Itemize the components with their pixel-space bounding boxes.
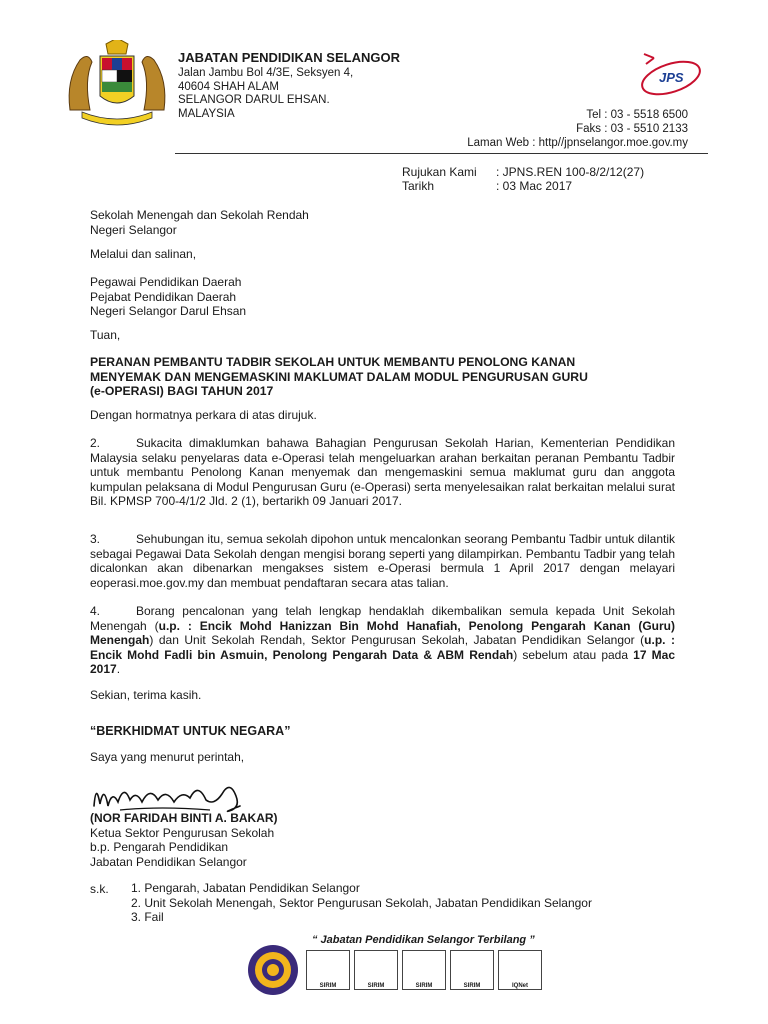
certification-logo: SIRIM (354, 950, 398, 990)
contact-person-1: u.p. : Encik Mohd Hanizzan Bin Mohd Hanafiah, Penolong Pengarah Kanan (Guru) Menengah (90, 618, 675, 648)
signatory-title: Ketua Sektor Pengurusan Sekolah (90, 825, 275, 840)
paragraph-text: Sukacita dimaklumkan bahawa Bahagian Pengurusan Sekolah Harian, Kementerian Pendidikan Malaysia selaku penyelaras data e-Operasi telah mengeluarkan arahan berkaitan peranan Pembantu Tadbir untuk membantu Penolong Kanan menyemak dan mengemaskini semua maklumat guru dan anggota kumpulan pelaksana di Modul Pengurusan Guru (e-Operasi) serta menyelesaikan ralat berkaitan melalui surat Bil. KPMSP 700-4/1/2 Jld. 2 (1), bertarikh 09 Januari 2017. (90, 436, 675, 509)
jps-logo (636, 52, 706, 100)
sk-list (131, 881, 592, 925)
malaysia-coat-of-arms-logo (62, 40, 172, 126)
reference-block (402, 165, 644, 193)
sk-item: 3. Fail (131, 910, 164, 925)
address-line: 40604 SHAH ALAM (178, 80, 280, 93)
svg-text:JPS: JPS (659, 70, 684, 85)
paragraph-text: ) sebelum atau pada (513, 647, 634, 662)
address-line: SELANGOR DARUL EHSAN. (178, 94, 330, 107)
paragraph-number: 4. (90, 604, 101, 618)
paragraph-2 (90, 436, 675, 509)
paragraph-text: ) dan Unit Sekolah Rendah, Sektor Pengurusan Sekolah, Jabatan Pendidikan Selangor ( (149, 633, 645, 648)
subject-line: MENYEMAK DAN MENGEMASKINI MAKLUMAT DALAM MODUL PENGURUSAN GURU (90, 369, 588, 384)
footer-slogan: “ Jabatan Pendidikan Selangor Terbilang ” (312, 934, 535, 946)
paragraph-4 (90, 604, 675, 677)
date-value: : 03 Mac 2017 (496, 179, 573, 193)
recipient-line: Sekolah Menengah dan Sekolah Rendah (90, 208, 309, 222)
motto: “BERKHIDMAT UNTUK NEGARA” (90, 724, 291, 738)
recipient-line: Negeri Selangor (90, 222, 177, 237)
paragraph-text: . (116, 662, 121, 677)
fax: Faks : 03 - 5510 2133 (576, 122, 688, 135)
salutation: Tuan, (90, 328, 121, 342)
signatory-title: Jabatan Pendidikan Selangor (90, 854, 247, 869)
signatory-block (90, 811, 675, 869)
paragraph-number: 3. (90, 532, 101, 546)
contact-person-2: u.p. : Encik Mohd Fadli bin Asmuin, Penolong Pengarah Data & ABM Rendah (90, 633, 675, 662)
website: Laman Web : http//jpnselangor.moe.gov.my (467, 136, 688, 149)
sk-item: 2. Unit Sekolah Menengah, Sektor Pengurusan Sekolah, Jabatan Pendidikan Selangor (131, 895, 592, 910)
date-label: Tarikh (402, 179, 435, 193)
sign-off: Saya yang menurut perintah, (90, 750, 245, 764)
certification-logo: SIRIM (450, 950, 494, 990)
paragraph-number: 2. (90, 436, 101, 450)
cc-recipient-block (90, 275, 675, 319)
address-line: Jalan Jambu Bol 4/3E, Seksyen 4, (178, 67, 354, 79)
contact-info (467, 109, 688, 150)
sk-label: s.k. (90, 882, 109, 896)
ref-value: : JPNS.REN 100-8/2/12(27) (496, 165, 645, 179)
certification-logo: IQNet (498, 950, 542, 990)
cc-recipient-line: Pegawai Pendidikan Daerah (90, 275, 242, 289)
certification-logo: SIRIM (306, 950, 350, 990)
opening-line: Dengan hormatnya perkara di atas dirujuk. (90, 408, 317, 422)
recipient-block (90, 208, 675, 237)
paragraph-text: Sehubungan itu, semua sekolah dipohon untuk mencalonkan seorang Pembantu Tadbir untuk dilantik sebagai Pegawai Data Sekolah dengan mengisi borang seperti yang dilampirkan. Pembantu Tadbir yang telah dicalonkan akan dibenarkan mengakses sistem e-Operasi bermula 1 April 2017 dengan melayari eoperasi.moe.gov.my dan membuat pendaftaran secara atas talian. (90, 532, 675, 590)
certification-logo: SIRIM (402, 950, 446, 990)
cc-intro: Melalui dan salinan, (90, 247, 197, 261)
closing: Sekian, terima kasih. (90, 688, 202, 702)
subject (90, 355, 675, 399)
subject-line: (e-OPERASI) BAGI TAHUN 2017 (90, 384, 274, 399)
telephone: Tel : 03 - 5518 6500 (586, 109, 688, 121)
header-divider (175, 153, 708, 154)
quality-seal-logo (247, 944, 299, 996)
cc-recipient-line: Pejabat Pendidikan Daerah (90, 289, 237, 304)
sk-item: 1. Pengarah, Jabatan Pendidikan Selangor (131, 881, 360, 895)
paragraph-text: Borang pencalonan yang telah lengkap hendaklah dikembalikan semula kepada Unit Sekolah Menengah ( (90, 604, 675, 633)
signatory-title: b.p. Pengarah Pendidikan (90, 840, 229, 855)
cc-recipient-line: Negeri Selangor Darul Ehsan (90, 304, 247, 319)
ref-label: Rujukan Kami (402, 165, 477, 179)
address-line: MALAYSIA (178, 107, 235, 120)
subject-line: PERANAN PEMBANTU TADBIR SEKOLAH UNTUK MEMBANTU PENOLONG KANAN (90, 355, 576, 369)
deadline-date: 17 Mac 2017 (90, 647, 676, 677)
signatory-name: (NOR FARIDAH BINTI A. BAKAR) (90, 811, 278, 825)
organization-address (178, 67, 353, 121)
paragraph-3 (90, 532, 675, 590)
organization-name: JABATAN PENDIDIKAN SELANGOR (178, 50, 400, 65)
